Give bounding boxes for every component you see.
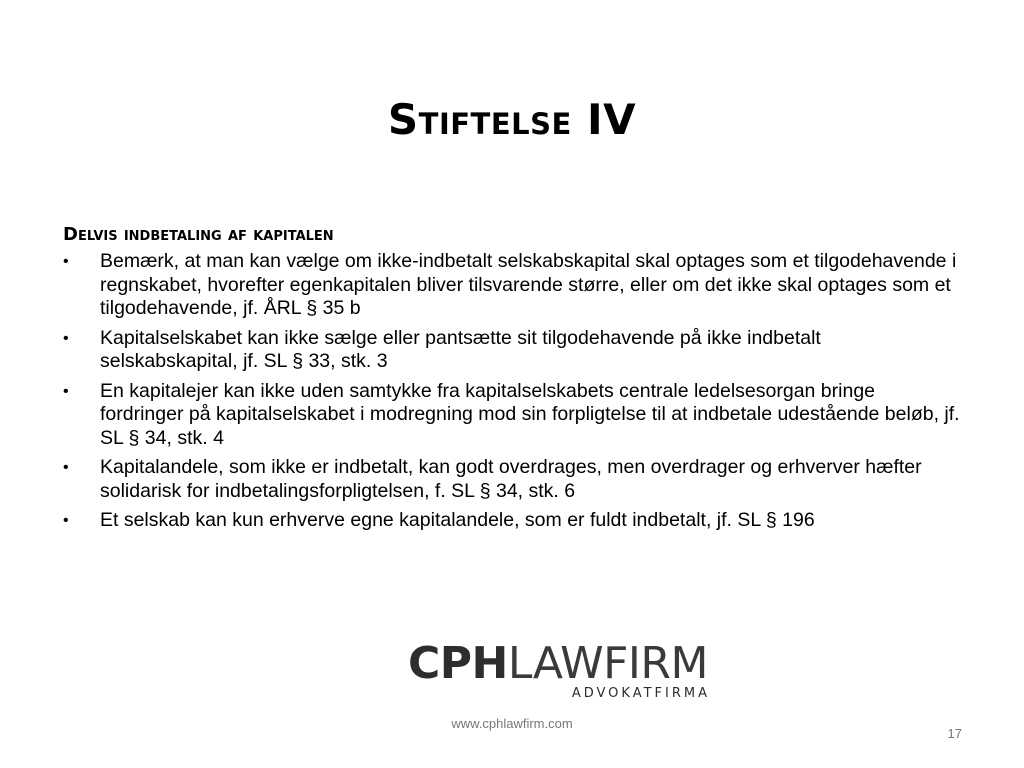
bullet-text: Et selskab kan kun erhverve egne kapitalandele, som er fuldt indbetalt, jf. SL § 196: [100, 509, 815, 531]
bullet-icon: •: [63, 382, 69, 400]
bullet-item: [63, 250, 963, 321]
company-logo: [408, 640, 718, 704]
logo-light-text: LAWFIRM: [507, 638, 708, 689]
bullet-text: En kapitalejer kan ikke uden samtykke fra kapitalselskabets centrale ledelsesorgan bringe fordringer på kapitalselskabet i modregning mod sin forpligtelse til at indbetale udestående beløb, jf. SL § 34, stk. 4: [100, 379, 960, 449]
bullet-text: Kapitalselskabet kan ikke sælge eller pantsætte sit tilgodehavende på ikke indbetalt selskabskapital, jf. SL § 33, stk. 3: [100, 326, 821, 372]
bullet-icon: •: [63, 329, 69, 347]
bullet-item: [63, 509, 963, 533]
page-number: 17: [947, 726, 962, 741]
logo-tagline: ADVOKATFIRMA: [571, 686, 710, 701]
footer-url: www.cphlawfirm.com: [451, 716, 573, 731]
bullet-item: [63, 380, 963, 451]
logo-bold-text: CPH: [408, 638, 508, 689]
bullet-icon: •: [63, 459, 69, 476]
slide-content: [63, 222, 963, 539]
bullet-text: Kapitalandele, som ikke er indbetalt, kan godt overdrages, men overdrager og erhverver hæfter solidarisk for indbetalingsforpligtelsen, f. SL § 34, stk. 6: [100, 456, 922, 502]
bullet-item: [63, 327, 963, 374]
section-subheading: Delvis indbetaling af kapitalen: [63, 224, 334, 245]
bullet-item: [63, 456, 963, 503]
bullet-text: Bemærk, at man kan vælge om ikke-indbetalt selskabskapital skal optages som et tilgodehavende i regnskabet, hvorefter egenkapitalen bliver tilsvarende større, eller om det ikke skal optages som et tilgodehavende, jf. ÅRL § 35 b: [100, 250, 957, 319]
logo-wordmark: [408, 640, 718, 688]
bullet-icon: •: [63, 512, 69, 529]
bullet-list: [63, 250, 963, 533]
bullet-icon: •: [63, 253, 69, 270]
slide-title: Stiftelse IV: [387, 95, 637, 144]
